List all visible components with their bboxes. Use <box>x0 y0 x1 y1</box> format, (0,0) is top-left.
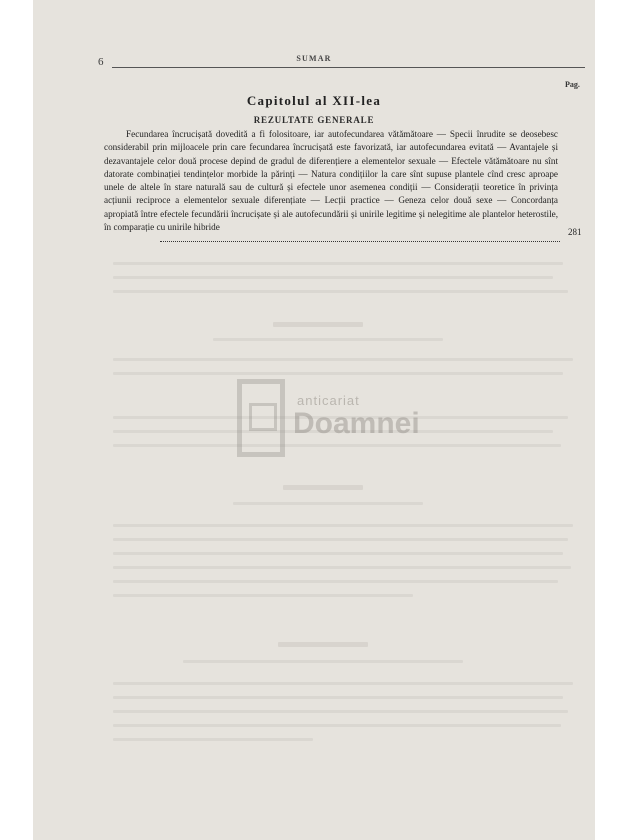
chapter-title: Capitolul al XII-lea <box>246 93 382 108</box>
page-number: 6 <box>98 56 104 68</box>
dot-leader <box>160 241 560 242</box>
book-icon <box>249 403 277 431</box>
watermark-logo <box>237 379 420 459</box>
header-rule <box>112 67 585 68</box>
pag-column-label: Pag. <box>565 80 580 89</box>
watermark-big-text: Doamnei <box>293 407 420 440</box>
running-header <box>33 50 595 74</box>
chapter-subtitle: REZULTATE GENERALE <box>253 115 375 125</box>
chapter-summary-text: Fecundarea încrucișată dovedită a fi folositoare, iar autofecundarea vătămătoare — Specii înrudite se deosebesc considerabil prin mijloacele prin care fecundarea încrucișată este favorizată, iar autofecundarea evitată — Avantajele și dezavantajele celor două procese depind de gradul de diferențiere a elementelor sexuale — Efectele vătămătoare nu sînt datorate combinației tendințelor morbide la părinți — Natura condițiilor la care sînt supuse plantele cînd cresc aproape unele de altele în stare naturală sau de cultură și efectele unor asemenea condiții — Considerații teoretice în privința acțiunii reciproce a elementelor sexuale diferențiate — Lecții practice — Geneza celor două sexe — Concordanța apropiată între efectele fecundării încrucișate și ale autofecundării și unirile legitime și nelegitime ale plantelor heterostile, în comparație cu unirile hibride <box>104 129 558 233</box>
watermark-small-text: anticariat <box>297 393 360 408</box>
running-title: SUMAR <box>296 54 332 63</box>
chapter-page-reference: 281 <box>568 227 582 237</box>
